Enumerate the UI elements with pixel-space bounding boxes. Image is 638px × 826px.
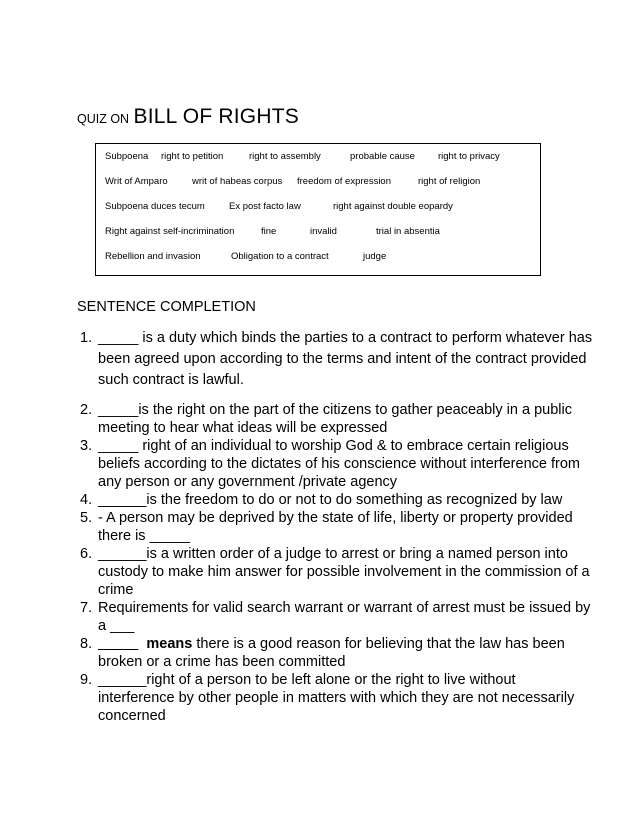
word-bank-item: writ of habeas corpus <box>192 176 283 187</box>
question-text-line: _____ is a duty which binds the parties to a contract to perform whatever has <box>98 330 593 346</box>
question-text-line: ______is the freedom to do or not to do something as recognized by law <box>98 492 563 508</box>
question-text-line: any person or any government /private agency <box>98 474 398 490</box>
question-number: 4. <box>80 492 93 508</box>
question-text-line: there is _____ <box>98 528 190 544</box>
question-text-line: concerned <box>98 708 166 724</box>
word-bank-item: right to assembly <box>249 151 321 162</box>
question-text-line: been agreed upon according to the terms and intent of the contract provided <box>98 351 587 367</box>
word-bank-item: Ex post facto law <box>229 201 301 212</box>
page-title <box>77 105 299 129</box>
word-bank-item: Right against self-incrimination <box>105 226 235 237</box>
question-text-line: _____is the right on the part of the citizens to gather peaceably in a public <box>98 402 572 418</box>
question-text-line: beliefs according to the dictates of his conscience without interference from <box>98 456 580 472</box>
question-text-line: custody to make him answer for possible involvement in the commission of a <box>98 564 590 580</box>
question-number: 2. <box>80 402 93 418</box>
word-bank-item: Writ of Amparo <box>105 176 168 187</box>
word-bank-item: Rebellion and invasion <box>105 251 201 262</box>
question-number: 1. <box>80 330 93 346</box>
bold-keyword: means <box>146 636 193 652</box>
title-main: BILL OF RIGHTS <box>133 105 299 128</box>
question-number: 5. <box>80 510 93 526</box>
word-bank-item: right to petition <box>161 151 224 162</box>
word-bank-item: fine <box>261 226 277 237</box>
word-bank-item: trial in absentia <box>376 226 440 237</box>
question-text-line: meeting to hear what ideas will be expressed <box>98 420 388 436</box>
question-number: 6. <box>80 546 93 562</box>
question-text-line: crime <box>98 582 134 598</box>
question-number: 9. <box>80 672 93 688</box>
question-text-line: interference by other people in matters with which they are not necessarily <box>98 690 575 706</box>
word-bank-item: probable cause <box>350 151 415 162</box>
question-text-line: ______right of a person to be left alone or the right to live without <box>98 672 516 688</box>
title-prefix: QUIZ ON <box>77 112 130 126</box>
question-number: 3. <box>80 438 93 454</box>
question-text-line: _____ right of an individual to worship God & to embrace certain religious <box>98 438 569 454</box>
section-heading: SENTENCE COMPLETION <box>77 299 256 315</box>
word-bank-item: Subpoena duces tecum <box>105 201 205 212</box>
question-text-line: broken or a crime has been committed <box>98 654 346 670</box>
question-text-line: Requirements for valid search warrant or warrant of arrest must be issued by <box>98 600 591 616</box>
question-number: 8. <box>80 636 93 652</box>
word-bank-item: right to privacy <box>438 151 500 162</box>
word-bank-item: freedom of expression <box>297 176 391 187</box>
question-text-line: ______is a written order of a judge to arrest or bring a named person into <box>98 546 568 562</box>
word-bank-item: judge <box>363 251 387 262</box>
answer-blank: _____ <box>98 636 139 652</box>
question-text-line: a ___ <box>98 618 135 634</box>
word-bank-item: invalid <box>310 226 337 237</box>
word-bank-box <box>95 143 541 276</box>
question-text-line <box>98 636 565 652</box>
word-bank-item: Obligation to a contract <box>231 251 329 262</box>
question-text-line: such contract is lawful. <box>98 372 244 388</box>
word-bank-item: right against double eopardy <box>333 201 453 212</box>
word-bank-item: Subpoena <box>105 151 149 162</box>
question-text-line: - A person may be deprived by the state of life, liberty or property provided <box>98 510 573 526</box>
question-text-fragment: there is a good reason for believing that the law has been <box>192 636 565 652</box>
word-bank-item: right of religion <box>418 176 481 187</box>
question-number: 7. <box>80 600 93 616</box>
